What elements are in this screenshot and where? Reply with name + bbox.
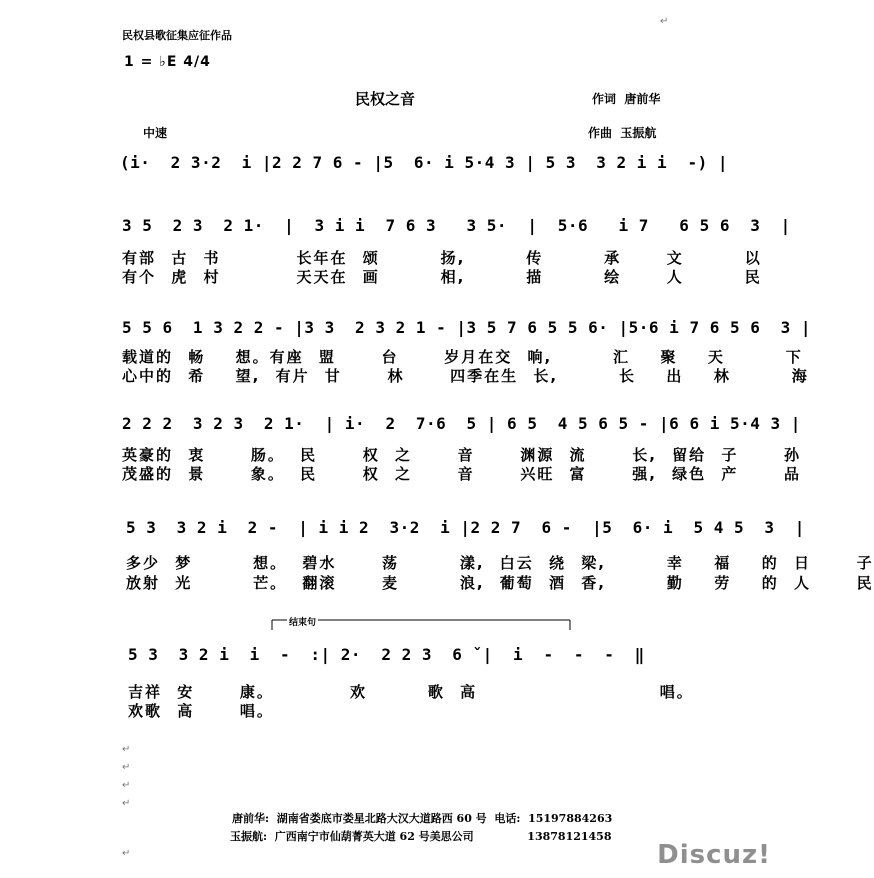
lyric-verse-2: 放射 光 芒。 翻滚 麦 浪, 葡萄 酒 香, 勤 劳 的 人 民	[126, 574, 874, 592]
lyricist-credit: 作词 唐前华	[592, 92, 661, 106]
ending-label: 结束句	[287, 615, 318, 628]
lyric-verse-1: 有部 古 书 长年在 颂 扬, 传 承 文 以	[122, 249, 762, 267]
header-note: 民权县歌征集应征作品	[122, 29, 232, 42]
lyric-verse-1: 吉祥 安 康。 欢 歌 高 唱。	[128, 683, 694, 701]
lyric-verse-2: 茂盛的 景 象。 民 权 之 音 兴旺 富 强, 绿色 产 品	[122, 465, 802, 483]
lyric-verse-2: 有个 虎 村 天天在 画 相, 描 绘 人 民	[122, 268, 762, 286]
paragraph-mark-icon: ↵	[122, 848, 131, 859]
tempo-marking: 中速	[143, 126, 168, 140]
paragraph-mark-icon: ↵	[122, 762, 131, 773]
notation-system-5: 5 3 3 2 i 2 - | i i 2 3·2 i |2 2 7 6 - |5 6· i 5 4 5 3 |	[126, 518, 805, 537]
paragraph-mark-icon: ↵	[122, 744, 131, 755]
notation-system-3: 5 5 6 1 3 2 2 - |3 3 2 3 2 1 - |3 5 7 6 5 5 6· |5·6 i 7 6 5 6 3 |	[122, 318, 812, 337]
discuz-watermark: Discuz!	[657, 840, 771, 870]
notation-system-6: 5 3 3 2 i i - :| 2· 2 2 3 6 ˇ| i - - - ‖	[128, 645, 645, 664]
song-title: 民权之音	[355, 90, 416, 108]
paragraph-mark-icon: ↵	[660, 16, 669, 27]
lyric-verse-1: 多少 梦 想。 碧水 荡 漾, 白云 绕 梁, 幸 福 的 日 子	[126, 554, 874, 572]
lyric-verse-1: 载道的 畅 想。有座 盟 台 岁月在交 响, 汇 聚 天 下	[122, 348, 803, 366]
lyric-verse-1: 英豪的 衷 肠。 民 权 之 音 渊源 流 长, 留给 子 孙	[122, 446, 802, 464]
notation-system-4: 2 2 2 3 2 3 2 1· | i· 2 7·6 5 | 6 5 4 5 6 5 - |6 6 i 5·4 3 |	[122, 414, 801, 433]
footer-contact-1: 唐前华: 湖南省娄底市娄星北路大汉大道路西 60 号 电话: 15197884263	[232, 812, 613, 825]
key-signature: 1 = ♭E 4/4	[124, 54, 211, 70]
paragraph-mark-icon: ↵	[122, 780, 131, 791]
notation-system-1: (i· 2 3·2 i |2 2 7 6 - |5 6· i 5·4 3 | 5 3 3 2 i i -) |	[120, 153, 728, 172]
notation-system-2: 3 5 2 3 2 1· | 3 i i 7 6 3 3 5· | 5·6 i 7 6 5 6 3 |	[122, 216, 791, 235]
lyric-verse-2: 欢歌 高 唱。	[128, 702, 274, 720]
composer-credit: 作曲 玉振航	[588, 126, 657, 140]
paragraph-mark-icon: ↵	[122, 798, 131, 809]
footer-contact-2: 玉振航: 广西南宁市仙葫菁英大道 62 号美思公司 13878121458	[230, 830, 612, 843]
lyric-verse-2: 心中的 希 望, 有片 甘 林 四季在生 长, 长 出 林 海	[122, 367, 809, 385]
